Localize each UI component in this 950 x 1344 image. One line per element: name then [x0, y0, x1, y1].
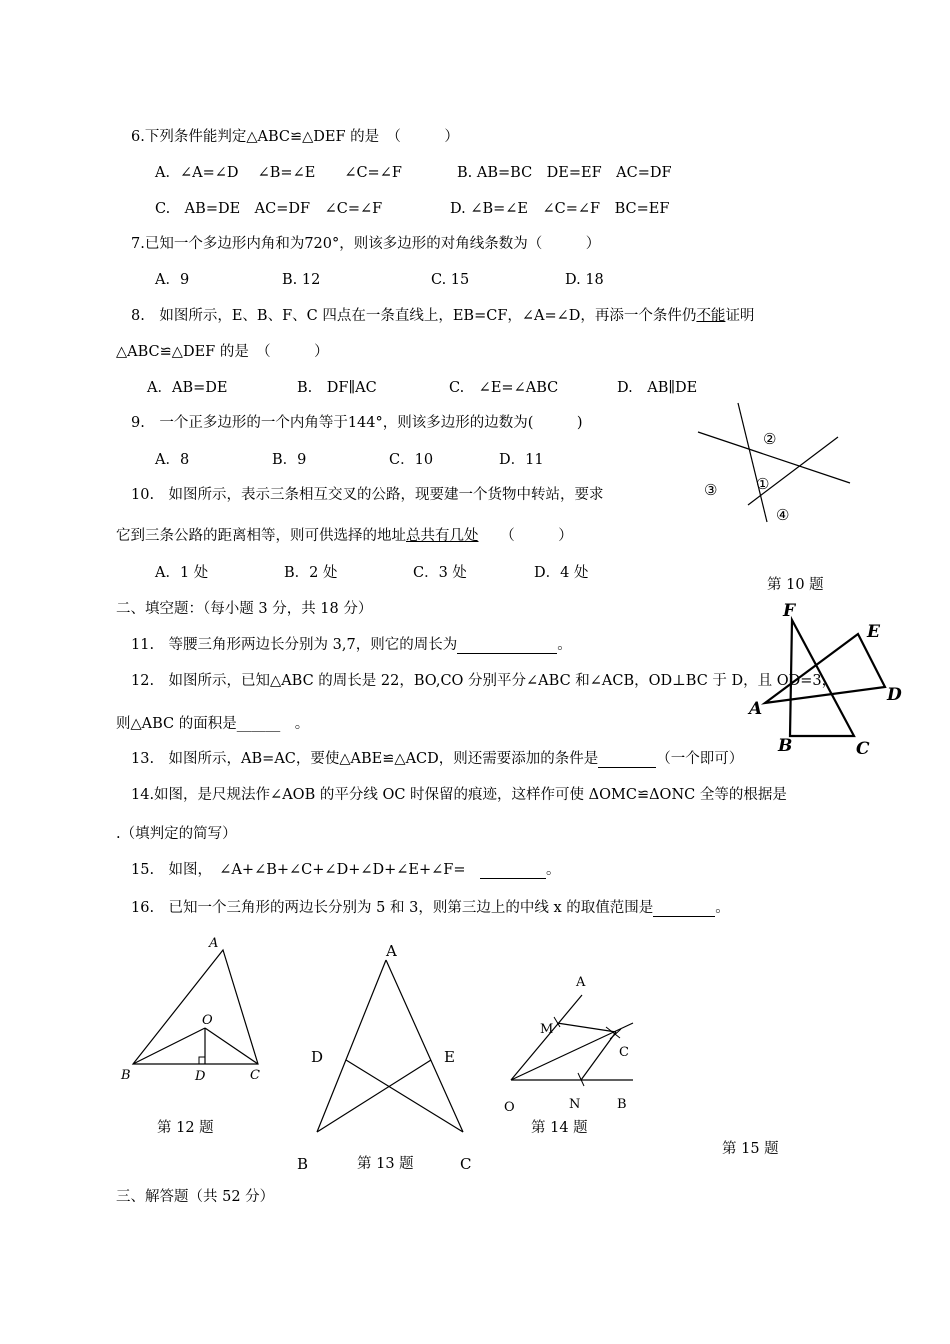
q8-option-b: B. DF∥AC — [297, 380, 377, 396]
q9-option-a: A．8 — [155, 452, 190, 468]
q7-stem: 7.已知一个多边形内角和为720°，则该多边形的对角线条数为（ ） — [131, 236, 601, 252]
q10-stem-line2: 它到三条公路的距离相等，则可供选择的地址总共有几处 （ ） — [116, 528, 573, 544]
fig12-triangle-abc — [133, 950, 258, 1064]
fig13-side-ac — [386, 960, 463, 1132]
q6-option-a: A．∠A=∠D ∠B=∠E ∠C=∠F — [155, 165, 402, 181]
fig14-label-b: B — [617, 1097, 627, 1112]
q12-answer-blank[interactable]: ______ — [236, 716, 281, 732]
fig12-right-angle-mark — [199, 1057, 205, 1064]
q9-stem: 9. 一个正多边形的一个内角等于144°，则该多边形的边数为( ) — [131, 415, 583, 431]
section-2-heading: 二、填空题：（每小题 3 分，共 18 分） — [116, 601, 373, 617]
q8-option-d: D. AB∥DE — [617, 380, 698, 396]
fig12-label-d: D — [195, 1069, 206, 1084]
fig12-caption: 第 12 题 — [157, 1120, 214, 1136]
fig12-label-a: A — [209, 936, 219, 951]
q9-option-d: D．11 — [499, 452, 544, 468]
fig13-label-d: D — [311, 1048, 324, 1066]
fig13-side-ab — [317, 960, 386, 1132]
q15-answer-blank[interactable] — [480, 864, 546, 879]
fig14-caption: 第 14 题 — [531, 1120, 588, 1136]
q10-option-b: B．2 处 — [284, 565, 338, 581]
q7-option-a: A．9 — [155, 272, 190, 288]
fig10-label-3: ③ — [704, 481, 718, 499]
fig10-label-4: ④ — [776, 506, 790, 524]
figure-14 — [500, 965, 645, 1115]
fig15-label-d: D — [887, 685, 902, 705]
q15: 15. 如图， ∠A+∠B+∠C+∠D+∠D+∠E+∠F= 。 — [131, 862, 561, 878]
q10-option-d: D．4 处 — [534, 565, 589, 581]
fig13-label-e: E — [444, 1048, 455, 1066]
fig15-label-c: C — [856, 739, 870, 759]
fig13-segment-dc — [346, 1060, 463, 1132]
fig14-label-m: M — [540, 1022, 554, 1037]
q10-stem: 10. 如图所示，表示三条相互交叉的公路，现要建一个货物中转站，要求 — [131, 487, 604, 503]
q9-option-c: C．10 — [389, 452, 434, 468]
q12-stem: 12. 如图所示，已知△ABC 的周长是 22，BO,CO 分别平分∠ABC 和∠ACB，OD⊥BC 于 D，且 OD=3， — [131, 673, 837, 689]
q6-option-b: B. AB=BC DE=EF AC=DF — [457, 165, 672, 181]
q7-option-c: C. 15 — [431, 272, 470, 288]
section-3-heading: 三、解答题（共 52 分） — [116, 1189, 275, 1205]
fig15-label-e: E — [867, 622, 880, 642]
fig15-caption: 第 15 题 — [722, 1141, 779, 1157]
fig12-label-b: B — [121, 1068, 131, 1083]
q8-stem: 8. 如图所示，E、B、F、C 四点在一条直线上，EB=CF，∠A=∠D，再添一个条件仍不能证明 — [131, 308, 755, 324]
fig14-label-a: A — [576, 975, 586, 990]
fig10-road-1 — [738, 403, 770, 522]
q16: 16. 已知一个三角形的两边长分别为 5 和 3，则第三边上的中线 x 的取值范围是 。 — [131, 900, 730, 916]
q14-line2: .（填判定的简写） — [116, 826, 237, 842]
fig14-label-o: O — [504, 1100, 515, 1115]
fig13-caption: 第 13 题 — [357, 1156, 414, 1172]
figure-15 — [745, 600, 910, 760]
fig14-label-n: N — [569, 1097, 581, 1112]
q11: 11. 等腰三角形两边长分别为 3,7，则它的周长为 。 — [131, 637, 572, 653]
q8-stem-line2: △ABC≌△DEF 的是 （ ） — [116, 344, 329, 360]
q13: 13. 如图所示，AB=AC，要使△ABE≌△ACD，则还需要添加的条件是 （一个即可） — [131, 751, 744, 767]
fig15-triangle-aed — [765, 634, 885, 703]
q9-option-b: B．9 — [272, 452, 307, 468]
q10-option-a: A．1 处 — [155, 565, 209, 581]
fig13-label-c: C — [460, 1155, 472, 1173]
figure-13 — [295, 935, 485, 1180]
fig10-label-1: ① — [756, 475, 770, 493]
fig10-label-2: ② — [763, 430, 777, 448]
q13-answer-blank[interactable] — [598, 753, 656, 768]
fig12-label-c: C — [250, 1068, 260, 1083]
q12-line2: 则△ABC 的面积是______ 。 — [116, 716, 310, 732]
q10-option-c: C．3 处 — [413, 565, 467, 581]
fig15-label-a: A — [749, 699, 763, 719]
q14-line1: 14.如图，是尺规法作∠AOB 的平分线 OC 时保留的痕迹，这样作可使 ΔOMC≌ΔONC 全等的根据是 — [131, 787, 787, 803]
fig13-segment-eb — [317, 1060, 431, 1132]
q16-answer-blank[interactable] — [653, 902, 715, 917]
q7-option-d: D. 18 — [565, 272, 604, 288]
fig10-caption: 第 10 题 — [767, 577, 824, 593]
figure-12 — [115, 930, 275, 1090]
fig12-segment-co — [205, 1028, 258, 1064]
figure-10 — [690, 395, 865, 530]
q8-option-a: A．AB=DE — [147, 380, 228, 396]
fig14-ray-oa — [511, 995, 582, 1080]
fig15-label-f: F — [783, 601, 796, 621]
q6-option-c: C. AB=DE AC=DF ∠C=∠F — [155, 201, 383, 217]
q7-option-b: B. 12 — [282, 272, 321, 288]
q8-option-c: C. ∠E=∠ABC — [449, 380, 559, 396]
fig15-label-b: B — [778, 736, 793, 756]
q6-option-d: D. ∠B=∠E ∠C=∠F BC=EF — [450, 201, 670, 217]
fig12-segment-bo — [133, 1028, 205, 1064]
q6-stem: 6.下列条件能判定△ABC≌△DEF 的是 （ ） — [131, 129, 459, 145]
fig12-label-o: O — [202, 1013, 213, 1028]
fig13-label-b: B — [297, 1155, 309, 1173]
fig13-label-a: A — [386, 942, 397, 960]
fig10-road-3 — [748, 437, 838, 505]
q11-answer-blank[interactable] — [457, 639, 557, 654]
fig14-label-c: C — [619, 1045, 629, 1060]
